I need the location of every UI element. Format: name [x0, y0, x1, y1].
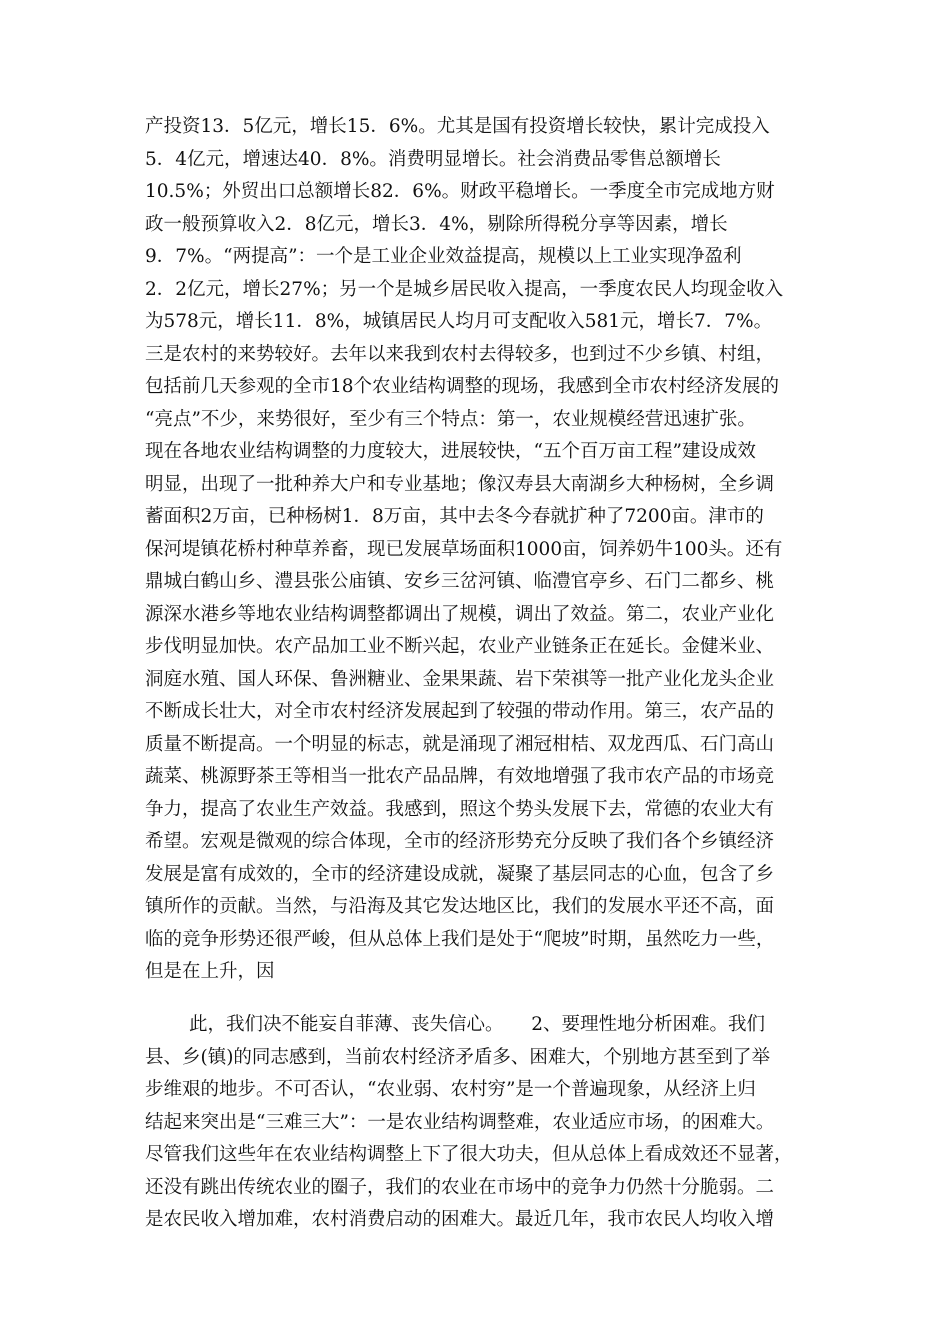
text-line: 产投资13．5亿元，增长15．6%。尤其是国有投资增长较快，累计完成投入	[145, 116, 770, 137]
text-line: 政一般预算收入2．8亿元，增长3．4%，剔除所得税分享等因素，增长	[145, 213, 728, 235]
text-line: 争力，提高了农业生产效益。我感到，照这个势头发展下去，常德的农业大有	[145, 798, 775, 820]
text-line: “亮点”不少，来势很好，至少有三个特点：第一，农业规模经营迅速扩张。	[145, 408, 756, 430]
text-line: 是农民收入增加难，农村消费启动的困难大。最近几年，我市农民人均收入增	[145, 1209, 775, 1230]
text-line: 2．2亿元，增长27%；另一个是城乡居民收入提高，一季度农民人均现金收入	[145, 278, 784, 300]
text-line: 三是农村的来势较好。去年以来我到农村去得较多，也到过不少乡镇、村组，	[145, 343, 775, 365]
text-line: 洞庭水殖、国人环保、鲁洲糖业、金果果蔬、岩下荣祺等一批产业化龙头企业	[145, 668, 775, 690]
text-line: 步伐明显加快。农产品加工业不断兴起，农业产业链条正在延长。金健米业、	[145, 636, 775, 657]
text-line: 明显，出现了一批种养大户和专业基地；像汉寿县大南湖乡大种杨树，全乡调	[145, 473, 775, 495]
text-line: 临的竞争形势还很严峻，但从总体上我们是处于“爬坡”时期，虽然吃力一些，	[145, 928, 775, 950]
text-line: 镇所作的贡献。当然，与沿海及其它发达地区比，我们的发展水平还不高，面	[145, 896, 775, 917]
text-line: 但是在上升，因	[145, 961, 275, 982]
text-line: 尽管我们这些年在农业结构调整上下了很大功夫，但从总体上看成效还不显著，	[145, 1144, 793, 1165]
text-line: 蔬菜、桃源野茶王等相当一批农产品品牌，有效地增强了我市农产品的市场竞	[145, 766, 775, 787]
text-line: 此，我们决不能妄自菲薄、丧失信心。 2、要理性地分析困难。我们	[189, 1014, 766, 1035]
text-line: 质量不断提高。一个明显的标志，就是涌现了湘冠柑桔、双龙西瓜、石门高山	[145, 733, 775, 755]
text-line: 现在各地农业结构调整的力度较大，进展较快，“五个百万亩工程”建设成效	[145, 441, 756, 462]
text-line: 发展是富有成效的，全市的经济建设成就，凝聚了基层同志的心血，包含了乡	[145, 863, 775, 885]
text-line: 10.5%；外贸出口总额增长82．6%。财政平稳增长。一季度全市完成地方财	[145, 181, 775, 202]
text-line: 5．4亿元，增速达40．8%。消费明显增长。社会消费品零售总额增长	[145, 148, 721, 170]
text-line: 结起来突出是“三难三大”：一是农业结构调整难，农业适应市场，的困难大。	[145, 1111, 775, 1133]
body-paragraph	[145, 1009, 805, 1237]
text-line: 源深水港乡等地农业结构调整都调出了规模，调出了效益。第二，农业产业化	[145, 603, 775, 625]
text-line: 鼎城白鹤山乡、澧县张公庙镇、安乡三岔河镇、临澧官亭乡、石门二都乡、桃	[145, 571, 775, 592]
text-line: 蓄面积2万亩，已种杨树1．8万亩，其中去冬今春就扩种了7200亩。津市的	[145, 506, 764, 527]
text-line: 9．7%。“两提高”：一个是工业企业效益提高，规模以上工业实现净盈利	[145, 246, 742, 267]
text-line: 步维艰的地步。不可否认，“农业弱、农村穷”是一个普遍现象，从经济上归	[145, 1079, 756, 1100]
body-paragraph	[145, 111, 805, 989]
text-line: 不断成长壮大，对全市农村经济发展起到了较强的带动作用。第三，农产品的	[145, 701, 775, 722]
text-line: 还没有跳出传统农业的圈子，我们的农业在市场中的竞争力仍然十分脆弱。二	[145, 1176, 775, 1198]
text-line: 希望。宏观是微观的综合体现，全市的经济形势充分反映了我们各个乡镇经济	[145, 831, 775, 852]
text-line: 包括前几天参观的全市18个农业结构调整的现场，我感到全市农村经济发展的	[145, 376, 780, 397]
text-line: 县、乡(镇)的同志感到，当前农村经济矛盾多、困难大，个别地方甚至到了举	[145, 1046, 770, 1068]
text-line: 保河堤镇花桥村种草养畜，现已发展草场面积1000亩，饲养奶牛100头。还有	[145, 538, 783, 560]
text-line: 为578元，增长11．8%，城镇居民人均月可支配收入581元，增长7．7%。	[145, 311, 773, 332]
